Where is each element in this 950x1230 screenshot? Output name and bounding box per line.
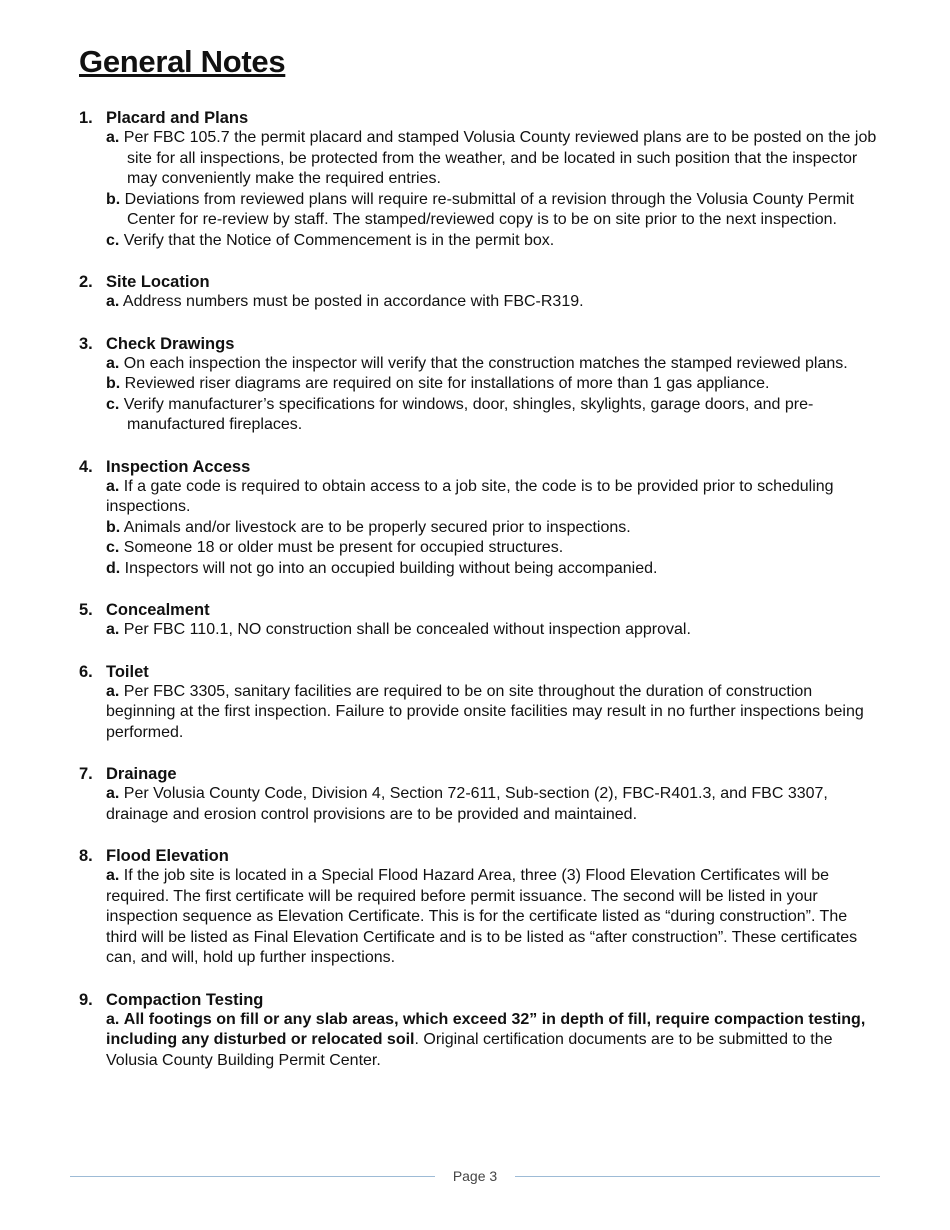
section-number: 6. xyxy=(79,662,93,681)
item-text: Verify manufacturer’s specifications for windows, door, shingles, skylights, garage doors, and pre-manufactured fireplaces. xyxy=(123,395,814,433)
section-number: 2. xyxy=(79,273,93,291)
section-heading: Inspection Access xyxy=(106,457,251,476)
list-item xyxy=(106,354,879,375)
item-label: b. xyxy=(106,375,121,392)
item-text: Per FBC 105.7 the permit placard and stamped Volusia County reviewed plans are to be posted on the job site for all inspections, be protected from the weather, and be located in such position that the inspector may conveniently make the required entries. xyxy=(123,129,877,187)
section-heading: Flood Elevation xyxy=(106,847,229,865)
section-number: 8. xyxy=(79,847,93,865)
section-heading: Toilet xyxy=(106,662,149,681)
section-compaction-testing xyxy=(79,990,879,1072)
list-item xyxy=(106,1010,879,1072)
item-text: Deviations from reviewed plans will require re-submittal of a revision through the Volusia County Permit Center for re-review by staff. The stamped/reviewed copy is to be on site prior to the next inspection. xyxy=(124,190,854,228)
list-item xyxy=(106,559,879,580)
section-heading: Compaction Testing xyxy=(106,990,264,1009)
list-item xyxy=(106,518,879,539)
section-number: 7. xyxy=(79,765,93,783)
item-label: a. xyxy=(106,785,120,802)
item-label: a. xyxy=(106,682,120,700)
list-item xyxy=(106,231,879,252)
section-number: 1. xyxy=(79,109,93,127)
document-page xyxy=(79,44,879,1092)
item-text: Address numbers must be posted in accordance with FBC-R319. xyxy=(122,293,584,310)
section-number: 9. xyxy=(79,990,93,1009)
item-label: a. xyxy=(106,354,120,372)
item-text: If the job site is located in a Special Flood Hazard Area, three (3) Flood Elevation Certificates will be required. The first certificate will be required before permit issuance. The second will be listed in your inspection sequence as Elevation Certificate. This is for the certificate listed as “during construction”. The third will be listed as Final Elevation Certificate and is to be listed as “after construction”. These certificates can, and will, hold up further inspections. xyxy=(106,867,858,966)
section-number: 3. xyxy=(79,334,93,353)
list-item xyxy=(106,866,879,969)
item-text: On each inspection the inspector will verify that the construction matches the stamped reviewed plans. xyxy=(123,354,848,372)
section-concealment xyxy=(79,600,879,641)
item-label: a. xyxy=(106,1010,120,1028)
item-bold-text: All footings on fill or any slab areas, which exceed 32” in depth of fill, require compaction testing, including any disturbed or relocated soil xyxy=(106,1010,866,1048)
list-item xyxy=(106,784,879,825)
section-number: 4. xyxy=(79,457,93,476)
list-item xyxy=(106,538,879,559)
section-inspection-access xyxy=(79,457,879,580)
page-title: General Notes xyxy=(79,44,286,79)
item-label: b. xyxy=(106,518,121,536)
page-footer xyxy=(70,1166,880,1188)
list-item xyxy=(106,128,879,190)
section-heading: Placard and Plans xyxy=(106,109,249,127)
list-item xyxy=(106,292,879,313)
item-text: Someone 18 or older must be present for occupied structures. xyxy=(123,539,564,556)
item-text: Verify that the Notice of Commencement is in the permit box. xyxy=(123,231,555,249)
section-heading: Concealment xyxy=(106,601,210,619)
section-heading: Drainage xyxy=(106,765,177,783)
item-label: c. xyxy=(106,395,120,413)
section-toilet xyxy=(79,662,879,744)
page-number: Page 3 xyxy=(452,1168,498,1184)
list-item xyxy=(106,477,879,518)
item-text: Inspectors will not go into an occupied building without being accompanied. xyxy=(124,559,658,577)
item-label: d. xyxy=(106,559,121,577)
section-heading: Check Drawings xyxy=(106,334,235,353)
item-text: Per FBC 110.1, NO construction shall be concealed without inspection approval. xyxy=(123,621,691,638)
item-text: Animals and/or livestock are to be properly secured prior to inspections. xyxy=(123,518,631,536)
list-item xyxy=(106,190,879,231)
item-label: a. xyxy=(106,129,120,146)
section-drainage xyxy=(79,764,879,825)
footer-divider-left xyxy=(70,1176,435,1177)
section-placard-and-plans xyxy=(79,108,879,251)
item-text: Per FBC 3305, sanitary facilities are required to be on site throughout the duration of construction beginning at the first inspection. Failure to provide onsite facilities may result in no further inspections being performed. xyxy=(106,682,864,741)
section-site-location xyxy=(79,272,879,313)
section-flood-elevation xyxy=(79,846,879,969)
item-text: If a gate code is required to obtain access to a job site, the code is to be provided prior to scheduling inspections. xyxy=(106,477,834,515)
footer-divider-right xyxy=(515,1176,880,1177)
item-label: a. xyxy=(106,293,120,310)
section-check-drawings xyxy=(79,334,879,436)
list-item xyxy=(106,682,879,744)
item-text: . Original certification documents are to be submitted to the Volusia County Building Permit Center. xyxy=(106,1031,833,1069)
item-label: c. xyxy=(106,231,120,249)
item-label: a. xyxy=(106,621,120,638)
list-item xyxy=(106,374,879,395)
item-text: Reviewed riser diagrams are required on site for installations of more than 1 gas appliance. xyxy=(124,375,770,392)
item-text: Per Volusia County Code, Division 4, Section 72-611, Sub-section (2), FBC-R401.3, and FBC 3307, drainage and erosion control provisions are to be provided and maintained. xyxy=(106,785,828,823)
section-heading: Site Location xyxy=(106,273,210,291)
list-item xyxy=(106,620,879,641)
item-label: a. xyxy=(106,867,120,884)
section-number: 5. xyxy=(79,601,93,619)
list-item xyxy=(106,395,879,436)
item-label: c. xyxy=(106,539,120,556)
item-label: b. xyxy=(106,190,121,208)
item-label: a. xyxy=(106,477,120,495)
